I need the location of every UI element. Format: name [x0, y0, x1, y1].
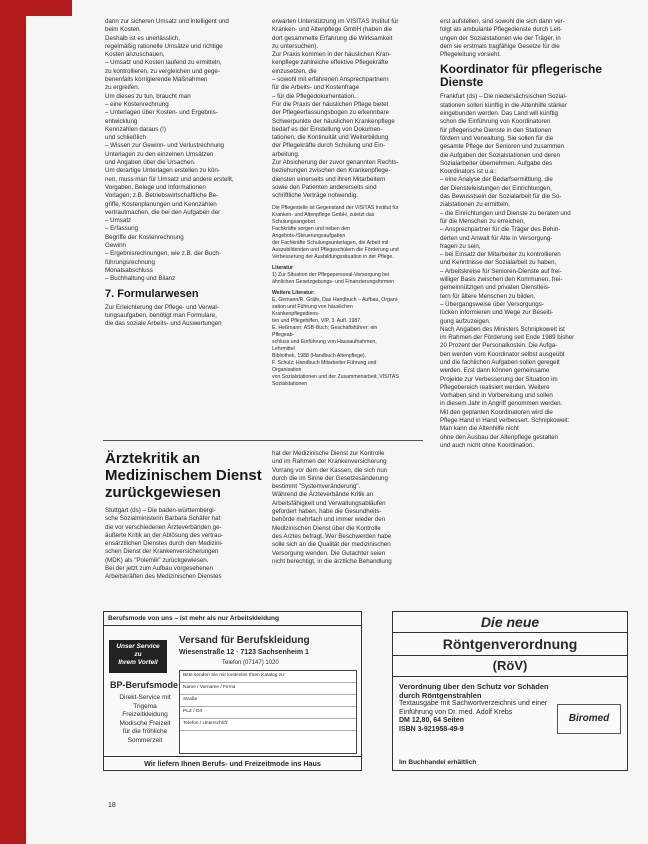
text-line: äußerte Kritik an der Ablösung des vertrau- [105, 531, 223, 539]
literature-line: Bibliothek, 1988 (Handbuch Altenpflege). [272, 352, 367, 359]
text-line: – Unterlagen über Kosten- und Ergebnis- [105, 109, 218, 117]
text-line: lücken informieren und Wege zur Beseiti- [440, 309, 554, 317]
advert-isbn: ISBN 3-921958-49-9 [399, 725, 464, 733]
text-line: – Ergebnisrechnungen, wie z.B. der Buch- [105, 250, 221, 258]
text-line: bedarf es der Einstellung von Dokumen- [272, 125, 383, 133]
text-line: des Arztes befragt. Wer Beschwerden habe [272, 532, 392, 540]
service-line: Ihrem Vorteil [118, 659, 158, 666]
advert-phone: Telefon (07147) 1020 [222, 660, 279, 666]
advert-abbrev: (RöV) [393, 656, 627, 677]
text-line: benenfalls korrigierende Maßnahmen [105, 76, 208, 84]
text-line: Koordinators ist u.a.: [440, 168, 497, 176]
top-mid-footnote [272, 205, 400, 261]
text-line: Mit den geplanten Koordinatoren wird die [440, 408, 553, 416]
text-line: – bei Einsatz der Mitarbeiter zu kontrollieren [440, 251, 561, 259]
formularwesen-text [105, 304, 265, 329]
text-line: Vorrang vor dem der Kassen, die sich nun [272, 466, 388, 474]
literature-text [272, 272, 400, 286]
literature-line: F. Schulz; Handbuch Mitarbeiter Führung und Organisation [272, 359, 377, 373]
text-line: tungsaufgaben, benötigt man Formulare, [105, 311, 217, 319]
bp-line: Sommerzeit [127, 736, 163, 744]
footnote-line: der Fachkräfte Schulungsunterlagen, die Arbeit mit [272, 239, 389, 246]
bp-line: für die fröhliche [122, 728, 168, 735]
text-line: eingebunden werden. Das Land will künftig [440, 110, 558, 118]
text-line: dann zur sicheren Umsatz und intelligent und [105, 18, 229, 25]
text-line: sche Sozialministerin Barbara Schäfer hat [105, 515, 221, 523]
text-line: in diesem Jahr in Angriff genommen werden. [440, 400, 563, 408]
text-line: Um dieses zu tun, braucht man [105, 92, 191, 100]
text-line: einzusetzen, die [272, 67, 317, 75]
text-line: diensten einerseits und ihren Mitarbeitern [272, 175, 386, 183]
text-line: für die Arbeits- und Kostenfrage [272, 84, 360, 92]
text-line: entwicklung [105, 117, 138, 125]
text-line: Stuttgart (ds) – Die baden-württembergi- [105, 507, 216, 514]
further-literature-heading: Weitere Literatur: [272, 289, 315, 296]
literature-line: E. Heßmann: ASB-Buch; Geschäftsführer: ein Pflegeab- [272, 324, 378, 338]
text-line: Zur Absicherung der zuvor genannten Rechts- [272, 159, 399, 167]
advert-availability: Im Buchhandel erhältlich [399, 759, 477, 766]
text-line: schen Dienst der Krankenversicherungen [105, 548, 219, 556]
text-line: Projekte zur Verbesserung der Situation im [440, 375, 558, 383]
service-line: zu [134, 651, 142, 658]
text-line: Nach Angaben des Ministers Schnipkoweit ist [440, 325, 565, 333]
bp-line: Trigema [133, 702, 157, 710]
bp-product-lines [110, 694, 180, 745]
text-line: Man kann die Altenhilfe nicht [440, 425, 519, 433]
text-line: Zur Praxis kommen in der häuslichen Kran- [272, 51, 391, 59]
text-line: Monatsabschluss [105, 266, 153, 274]
text-line: Schwerpunkte der häuslichen Krankenpflege [272, 117, 395, 125]
top-mid-column [272, 18, 400, 438]
text-line: und auch nicht ohne Koordination. [440, 441, 534, 449]
aerztekritik-article-text [105, 507, 265, 582]
koordinator-article-text [440, 93, 625, 450]
text-line: – Umsatz und Kosten laufend zu ermitteln, [105, 59, 222, 67]
literature-line: ten und Pflegehilfen, VIP, 3. Aufl. 1987. [272, 317, 362, 324]
right-column [440, 18, 625, 603]
text-line: solle sich an die Qualität der medizinischen [272, 541, 391, 549]
text-line: und Kenntnisse der Sozialarbeit zu haben, [440, 259, 557, 267]
text-line: Frankfurt (ds) – Die niedersächsischen Sozial- [440, 93, 567, 101]
text-line: die das soziale Arbeits- und Auswertungen [105, 320, 222, 328]
text-line: gemeinnützigen und privaten Dienstleis- [440, 284, 551, 292]
text-line: ben werden vom Koordinator selbst ausgeübt [440, 350, 565, 358]
text-line: der Diensteleistungen der Einrichtungen, [440, 184, 552, 192]
text-line: gefordert haben, habe die Gesundheits- [272, 508, 382, 516]
berufsmode-advert [103, 611, 362, 771]
text-line: und die fachlichen Aufgaben sollen geregelt [440, 358, 560, 366]
top-left-column [105, 18, 265, 488]
page-number: 18 [108, 802, 116, 809]
footnote-line: Die Pflegestelle ist Gegenstand der VISITAS Institut für [272, 204, 399, 211]
text-line: – eine Analyse der Bedarfsermittlung, die [440, 176, 553, 184]
text-line: zialstationen zu ermitteln, [440, 201, 510, 209]
text-line: Pflegebereich realisiert werden. Weitere [440, 383, 550, 391]
bp-line: Direkt-Service mit [119, 694, 171, 701]
text-line: zu ergreifen. [105, 84, 140, 92]
text-line: nen, muss man für Umsatz und andere erstellt, [105, 175, 234, 183]
service-box [109, 640, 167, 673]
bp-line: Freizeitkleidung [122, 711, 168, 718]
bottom-left-column [105, 450, 265, 600]
order-coupon [179, 670, 357, 754]
footnote-line: Verbesserung der Ausbildungssituation in der Pflege. [272, 253, 394, 260]
text-line: hat der Medizinische Dienst zur Kontrolle [272, 450, 385, 457]
text-line: Pflege Hand in Hand verbessert. Schnipkoweit: [440, 417, 570, 425]
aerztekritik-continued-text [272, 450, 432, 566]
text-line: – sowohl mit erfahrenen Ansprechpartnern [272, 76, 389, 84]
text-line: Begriffe der Kostenrechnung [105, 233, 184, 241]
text-line: zu kontrollieren, zu vergleichen und gege- [105, 67, 220, 75]
text-line: behörde mehrfach und immer wieder den [272, 516, 386, 524]
text-line: Pflegeleitung vorsieht. [440, 51, 501, 59]
text-line: werden. Erst dann können gemeinsame [440, 367, 550, 375]
text-line: griffe, Kostenplanungen und Kennzahlen [105, 200, 217, 208]
footnote-line: Auszubildenden und Pflegeschülern die Förderung und [272, 246, 399, 253]
text-line: stationen sollen künftig in die Altenhilfe stärker [440, 101, 567, 109]
text-line: – Ansprechpartner für die Träger des Behin- [440, 226, 561, 234]
text-line: tern für ältere Menschen zu bilden, [440, 292, 536, 300]
publisher-logo: Biromed [557, 704, 621, 734]
text-line: gung aufzuzeigen. [440, 317, 491, 325]
text-line: fragen zu sein, [440, 242, 481, 250]
advert-price: DM 12,80, 64 Seiten [399, 717, 464, 724]
text-line: arbeitung. [272, 150, 300, 158]
red-top-bar [0, 0, 72, 16]
text-line: im Rahmen der Förderung seit Ende 1989 bisher [440, 334, 575, 342]
form-row: Bitte senden Sie mir kostenlos Ihren Katalog zu: [180, 671, 356, 683]
text-line: williger Basis zwischen den Kommunen, frei- [440, 276, 563, 284]
text-line: Vorhaben sind in Vorbereitung und sollen [440, 392, 553, 400]
advert-title: Versand für Berufskleidung [179, 635, 310, 646]
text-line: tationen, die Kontinuität und Weiterbildung [272, 134, 389, 142]
text-line: und Angaben über die Ursachen. [105, 159, 196, 167]
further-literature-text [272, 297, 400, 388]
top-left-text [105, 18, 265, 284]
literature-line: E. Girmann/R. Gräfe, Das Handbuch – Aufbau, Organi- [272, 296, 399, 303]
advert-address: Wiesenstraße 12 · 7123 Sachsenheim 1 [179, 649, 309, 656]
literature-heading: Literatur [272, 264, 294, 271]
text-line: – die Einrichtungen und Dienste zu beraten und [440, 209, 571, 217]
literature-line: Sozialstationen [272, 380, 308, 387]
footnote-line: Fachkräfte sorgen und neben den Angebots-/Steuerungsaufgaben [272, 225, 350, 239]
text-line: und im Rahmen der Krankenversicherung [272, 458, 387, 466]
column-divider [103, 440, 423, 441]
text-line: Vorgaben, Belege und Informationen [105, 183, 206, 191]
text-line: bestimmt "Systemveränderung". [272, 483, 361, 491]
text-line: dem sie erstmals tragfähige Gesetze für die [440, 42, 560, 50]
text-line: regelmäßig rationelle Umsätze und richtige [105, 42, 223, 50]
form-row: Straße [180, 695, 356, 707]
article-heading-aerztekritik: Ärztekritik an Medizinischem Dienst zurückgewiesen [105, 450, 262, 501]
text-line: Kranken- und Altenpflege GmbH (haben die [272, 26, 393, 34]
text-line: der Pflegekräfte durch Schulung und Ein- [272, 142, 386, 150]
text-line: beziehungen zwischen den Krankenpflege- [272, 167, 391, 175]
form-row: PLZ / Ort [180, 707, 356, 719]
text-line: Sozialarbeiter übernehmen. Aufgabe des [440, 159, 553, 167]
form-row: Name / Vorname / Firma [180, 683, 356, 695]
text-line: schon die Einführung von Koordinatoren [440, 118, 551, 126]
text-line: – für die Pflegedokumentation. [272, 92, 356, 100]
advert-title-roentgenverordnung: Röntgenverordnung [393, 633, 627, 656]
text-line: Kosten anzuschauen, [105, 51, 165, 59]
literature-line: von Sozialstationen und der Zusammenarbeit, VISITAS [272, 373, 399, 380]
text-line: Während die Ärzteverbände Kritik an [272, 491, 374, 499]
text-line: zu untersuchen). [272, 42, 319, 50]
advert-banner: Berufsmode von uns – ist mehr als nur Arbeitskleidung [104, 612, 361, 626]
text-line: nicht berechtigt, in die ärztliche Behandlung [272, 557, 392, 565]
text-line: derten und Anwalt für Alte in Versorgung- [440, 234, 553, 242]
literature-line: sation und Führung von häuslichen Krankenpflegediens- [272, 303, 353, 317]
text-line: vertrautmachen, die bei den Aufgaben der [105, 208, 221, 216]
text-line: Deshalb ist es unerlässlich, [105, 34, 180, 42]
text-line: ohne den Ausbau der Altenpflege gestalten [440, 433, 559, 441]
text-line: (MDK) als "Polemik" zurückgewiesen. [105, 556, 209, 564]
text-line: beim Kosten. [105, 26, 142, 34]
text-line: ensärztlichen Dienstes durch den Medizini- [105, 540, 223, 548]
text-line: Versorgung wenden. Die Gutachter seien [272, 549, 386, 557]
roentgen-advert [392, 611, 628, 771]
article-heading-koordinator: Koordinator für pflegerische Dienste [440, 62, 603, 90]
text-line: für die Menschen zu erreichen, [440, 217, 525, 225]
literature-line: schluss und Einführung von Hausaufnahmen, Lehrmittel [272, 338, 377, 352]
text-line: – Umsatz [105, 217, 132, 225]
section-heading-formularwesen: 7. Formularwesen [105, 287, 199, 300]
text-line: sowie den Patienten andererseits sind [272, 183, 377, 191]
literature-line: 1) Zur Situation der Pflegepersonal-Versorgung bei [272, 271, 390, 278]
bp-brand: BP-Berufsmode [110, 680, 179, 690]
text-line: fördern und Verwaltung. Sie sollen für die [440, 134, 554, 142]
advert-footer: Wir liefern Ihnen Berufs- und Freizeitmode ins Haus [104, 756, 361, 770]
text-line: dort gesammelte Erfahrung die Wirksamkeit [272, 34, 393, 42]
text-line: erst aufstellen, sind sowohl die sich dann ver- [440, 18, 565, 25]
footnote-line: Kranken- und Altenpflege GmbH, zuletzt das Schulungsangebot [272, 211, 375, 225]
advert-description-text: Textausgabe mit Sachwortverzeichnis und einer Einführung von Dr. med. Adolf Krebs [399, 700, 548, 716]
text-line: Medizinischen Dienst über die Kontrolle [272, 524, 381, 532]
text-line: – Wissen zur Gewinn- und Verlustrechnung [105, 142, 224, 150]
top-mid-text [272, 18, 400, 201]
text-line: – eine Kostenrechnung [105, 100, 169, 108]
text-line: der Pflegeerfassungsbogen zu erkennbare [272, 109, 389, 117]
text-line: durch die im Sinne der Gesetzesänderung [272, 474, 388, 482]
text-line: 20 Prozent der Personalkosten. Die Aufga- [440, 342, 558, 350]
bp-line: Modische Freizeit [119, 719, 171, 727]
text-line: schriftliche Verträge notwendig. [272, 192, 358, 200]
text-line: das Bewusstsein der Sozialarbeit für die So- [440, 193, 562, 201]
right-intro-text [440, 18, 625, 59]
text-line: Gewinn [105, 242, 126, 250]
text-line: die Aufgaben der Sozialstationen und deren [440, 151, 561, 159]
text-line: Um derartige Unterlagen erstellen zu kön- [105, 167, 220, 175]
text-line: Unterlagen zu den einzelnen Umsätzen [105, 150, 214, 158]
text-line: Arbeitskräften des Medizinischen Dienstes [105, 573, 222, 581]
text-line: – Übergangsweise über Versorgungs- [440, 300, 544, 308]
text-line: Vorlagen; z.B. Betriebswirtschaftliche Be- [105, 192, 219, 200]
text-line: Bei der jetzt zum Aufbau vorgesehenen [105, 565, 214, 573]
text-line: Für die Praxis der häuslichen Pflege bietet [272, 100, 389, 108]
text-line: Kennzahlen daraus (!) [105, 125, 166, 133]
form-row: Telefon / Unterschrift: [180, 719, 356, 731]
text-line: erwarten Unterstützung im VISITAS Institut für [272, 18, 399, 25]
text-line: ungen der Sozialstationen wie der Träger, in [440, 34, 561, 42]
text-line: folgt als ambulante Pflegedienste durch Leit- [440, 26, 563, 34]
text-line: – Buchhaltung und Bilanz [105, 275, 176, 283]
text-line: kenpflege zahlreiche effektive Pflegekräfte [272, 59, 389, 67]
text-line: für pflegerische Dienste in den Stationen [440, 126, 552, 134]
text-line: und schließlich [105, 134, 146, 142]
advert-die-neue: Die neue [393, 612, 627, 633]
red-margin-bar [0, 0, 26, 844]
text-line: Arbeitsfähigkeit und Verwaltungsabläufen [272, 499, 386, 507]
advert-description-bold: Verordnung über den Schutz vor Schäden durch Röntgenstrahlen [399, 682, 549, 700]
literature-line: ähnlichen Gesetzgebungs- und Finanzierungsformen [272, 278, 394, 285]
advert-description [399, 682, 549, 734]
text-line: führungsrechnung [105, 258, 155, 266]
service-line: Unser Service [116, 643, 160, 650]
text-line: – Erfassung [105, 225, 139, 233]
bottom-mid-column [272, 450, 432, 600]
text-line: gesamte Pflege der Senioren und zusammen [440, 143, 565, 151]
text-line: – Arbeitskreise für Senioren-Dienste auf frei- [440, 267, 562, 275]
text-line: die vor verschiedenen Ärzteverbänden ge- [105, 523, 222, 531]
text-line: Zur Erleichterung der Pflege- und Verwal- [105, 303, 219, 311]
